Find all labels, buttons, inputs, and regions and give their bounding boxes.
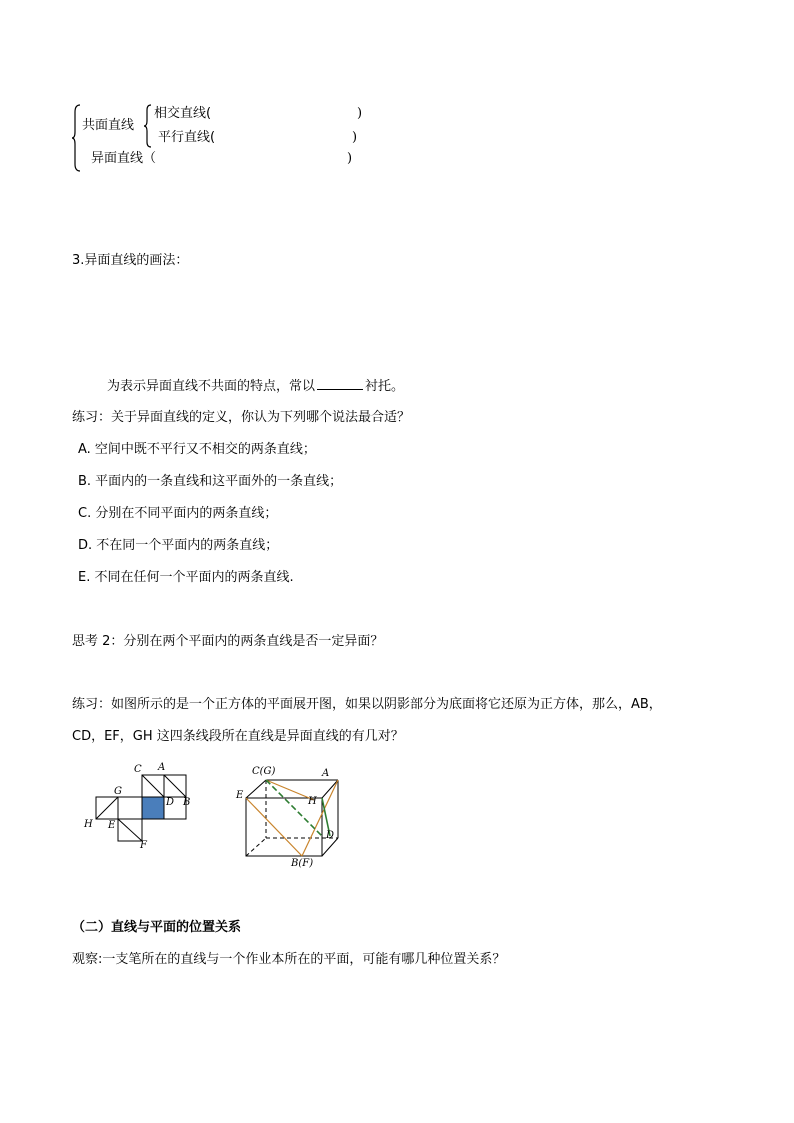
exercise2-line2: CD，EF，GH 这四条线段所在直线是异面直线的有几对？ <box>72 729 404 744</box>
net-label-h: H <box>84 819 93 830</box>
outer-brace <box>72 104 82 172</box>
option-b: B. 平面内的一条直线和这平面外的一条直线； <box>78 474 343 489</box>
cube-label-bf: B(F) <box>291 858 314 869</box>
section2-observe: 观察:一支笔所在的直线与一个作业本所在的平面，可能有哪几种位置关系？ <box>72 952 506 967</box>
note-text <box>107 378 404 395</box>
net-label-e: E <box>108 820 116 831</box>
parallel-close-paren: ) <box>352 130 358 145</box>
option-c: C. 分别在不同平面内的两条直线； <box>78 506 278 521</box>
cube-net-figure <box>80 760 210 854</box>
net-label-b: B <box>183 797 191 808</box>
parallel-lines-label: 平行直线( <box>158 130 216 145</box>
section3-heading: 3.异面直线的画法： <box>72 253 189 268</box>
option-e: E. 不同在任何一个平面内的两条直线. <box>78 570 294 585</box>
cube-segment-gh <box>266 780 314 800</box>
inner-brace <box>144 104 153 148</box>
think2-question: 思考 2：分别在两个平面内的两条直线是否一定异面？ <box>72 634 384 649</box>
note-after-blank: 衬托。 <box>365 379 405 394</box>
net-segment-gh <box>96 797 118 819</box>
net-shaded-face <box>142 797 164 819</box>
skew-lines-label: 异面直线（ <box>91 151 157 166</box>
option-a: A. 空间中既不平行又不相交的两条直线； <box>78 442 316 457</box>
section2-heading: （二）直线与平面的位置关系 <box>72 920 242 935</box>
cube-figure <box>230 760 340 872</box>
fill-blank <box>317 378 363 390</box>
cube-label-e: E <box>236 790 244 801</box>
coplanar-label: 共面直线 <box>82 118 135 133</box>
net-segment-cd <box>142 775 164 797</box>
note-before-blank: 为表示异面直线不共面的特点，常以 <box>107 379 316 394</box>
net-label-g: G <box>114 786 122 797</box>
skew-close-paren: ) <box>347 151 353 166</box>
cube-label-a: A <box>322 768 330 779</box>
exercise2-line1: 练习：如图所示的是一个正方体的平面展开图，如果以阴影部分为底面将它还原为正方体，那么，AB， <box>72 697 662 712</box>
net-label-d: D <box>166 797 175 808</box>
net-segment-ef <box>118 819 142 841</box>
intersecting-close-paren: ) <box>357 106 363 121</box>
net-label-a: A <box>158 762 166 773</box>
net-label-c: C <box>134 764 142 775</box>
cube-label-cg: C(G) <box>252 766 276 777</box>
exercise1-question: 练习：关于异面直线的定义，你认为下列哪个说法最合适？ <box>72 410 411 425</box>
cube-label-d: D <box>326 830 335 841</box>
cube-label-h: H <box>308 796 317 807</box>
net-label-f: F <box>140 840 147 851</box>
option-d: D. 不在同一个平面内的两条直线； <box>78 538 279 553</box>
net-segment-ab <box>164 775 186 797</box>
intersecting-lines-label: 相交直线( <box>154 106 212 121</box>
